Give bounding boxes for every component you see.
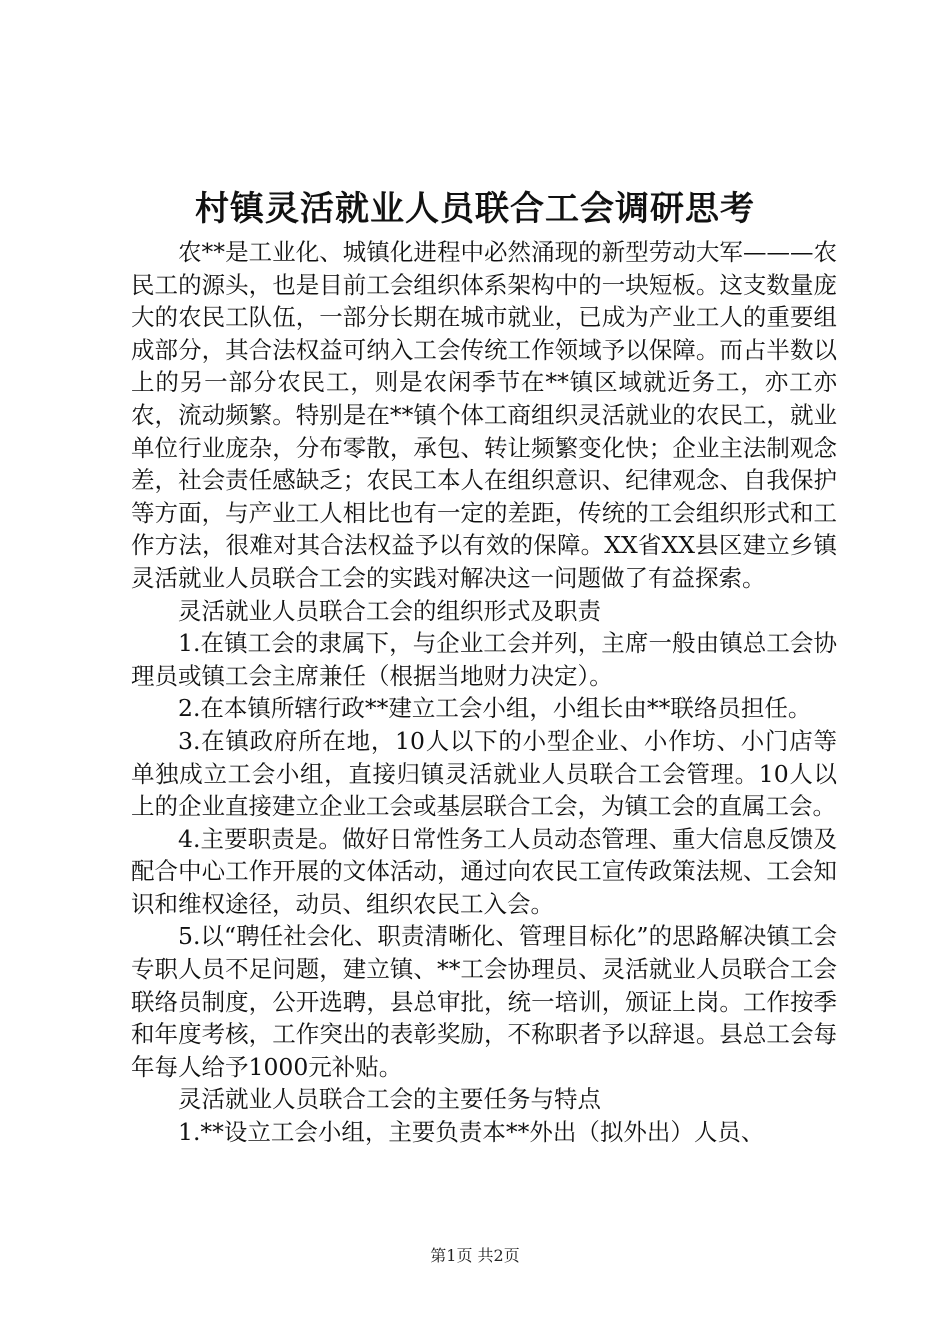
document-body <box>131 236 837 1149</box>
page-footer: 第1页 共2页 <box>430 1246 520 1265</box>
list-item-1: 1.在镇工会的隶属下，与企业工会并列，主席一般由镇总工会协理员或镇工会主席兼任（根据当地财力决定）。 <box>131 629 837 690</box>
list-item-5: 5.以“聘任社会化、职责清晰化、管理目标化”的思路解决镇工会专职人员不足问题，建立镇、**工会协理员、灵活就业人员联合工会联络员制度，公开选聘，县总审批，统一培训，颁证上岗。工作按季和年度考核，工作突出的表彰奖励，不称职者予以辞退。县总工会每年每人给予1000元补贴。 <box>131 922 837 1081</box>
list-item-2: 2.在本镇所辖行政**建立工会小组，小组长由**联络员担任。 <box>178 694 812 723</box>
section-heading-organization: 灵活就业人员联合工会的组织形式及职责 <box>178 596 601 625</box>
document-title: 村镇灵活就业人员联合工会调研思考 <box>195 189 755 229</box>
section-heading-tasks: 灵活就业人员联合工会的主要任务与特点 <box>178 1085 601 1114</box>
list-item-3: 3.在镇政府所在地，10人以下的小型企业、小作坊、小门店等单独成立工会小组，直接归镇灵活就业人员联合工会管理。10人以上的企业直接建立企业工会或基层联合工会，为镇工会的直属工会。 <box>131 726 837 821</box>
list-item-4: 4.主要职责是。做好日常性务工人员动态管理、重大信息反馈及配合中心工作开展的文体活动，通过向农民工宣传政策法规、工会知识和维权途径，动员、组织农民工入会。 <box>131 824 837 918</box>
list-item-tasks-1: 1.**设立工会小组，主要负责本**外出（拟外出）人员、 <box>178 1118 765 1147</box>
paragraph-intro: 农**是工业化、城镇化进程中必然涌现的新型劳动大军———农民工的源头，也是目前工会组织体系架构中的一块短板。这支数量庞大的农民工队伍，一部分长期在城市就业，已成为产业工人的重要组成部分，其合法权益可纳入工会传统工作领域予以保障。而占半数以上的另一部分农民工，则是农闲季节在**镇区域就近务工，亦工亦农，流动频繁。特别是在**镇个体工商组织灵活就业的农民工，就业单位行业庞杂，分布零散，承包、转让频繁变化快；企业主法制观念差，社会责任感缺乏；农民工本人在组织意识、纪律观念、自我保护等方面，与产业工人相比也有一定的差距，传统的工会组织形式和工作方法，很难对其合法权益予以有效的保障。XX省XX县区建立乡镇灵活就业人员联合工会的实践对解决这一问题做了有益探索。 <box>131 238 837 592</box>
